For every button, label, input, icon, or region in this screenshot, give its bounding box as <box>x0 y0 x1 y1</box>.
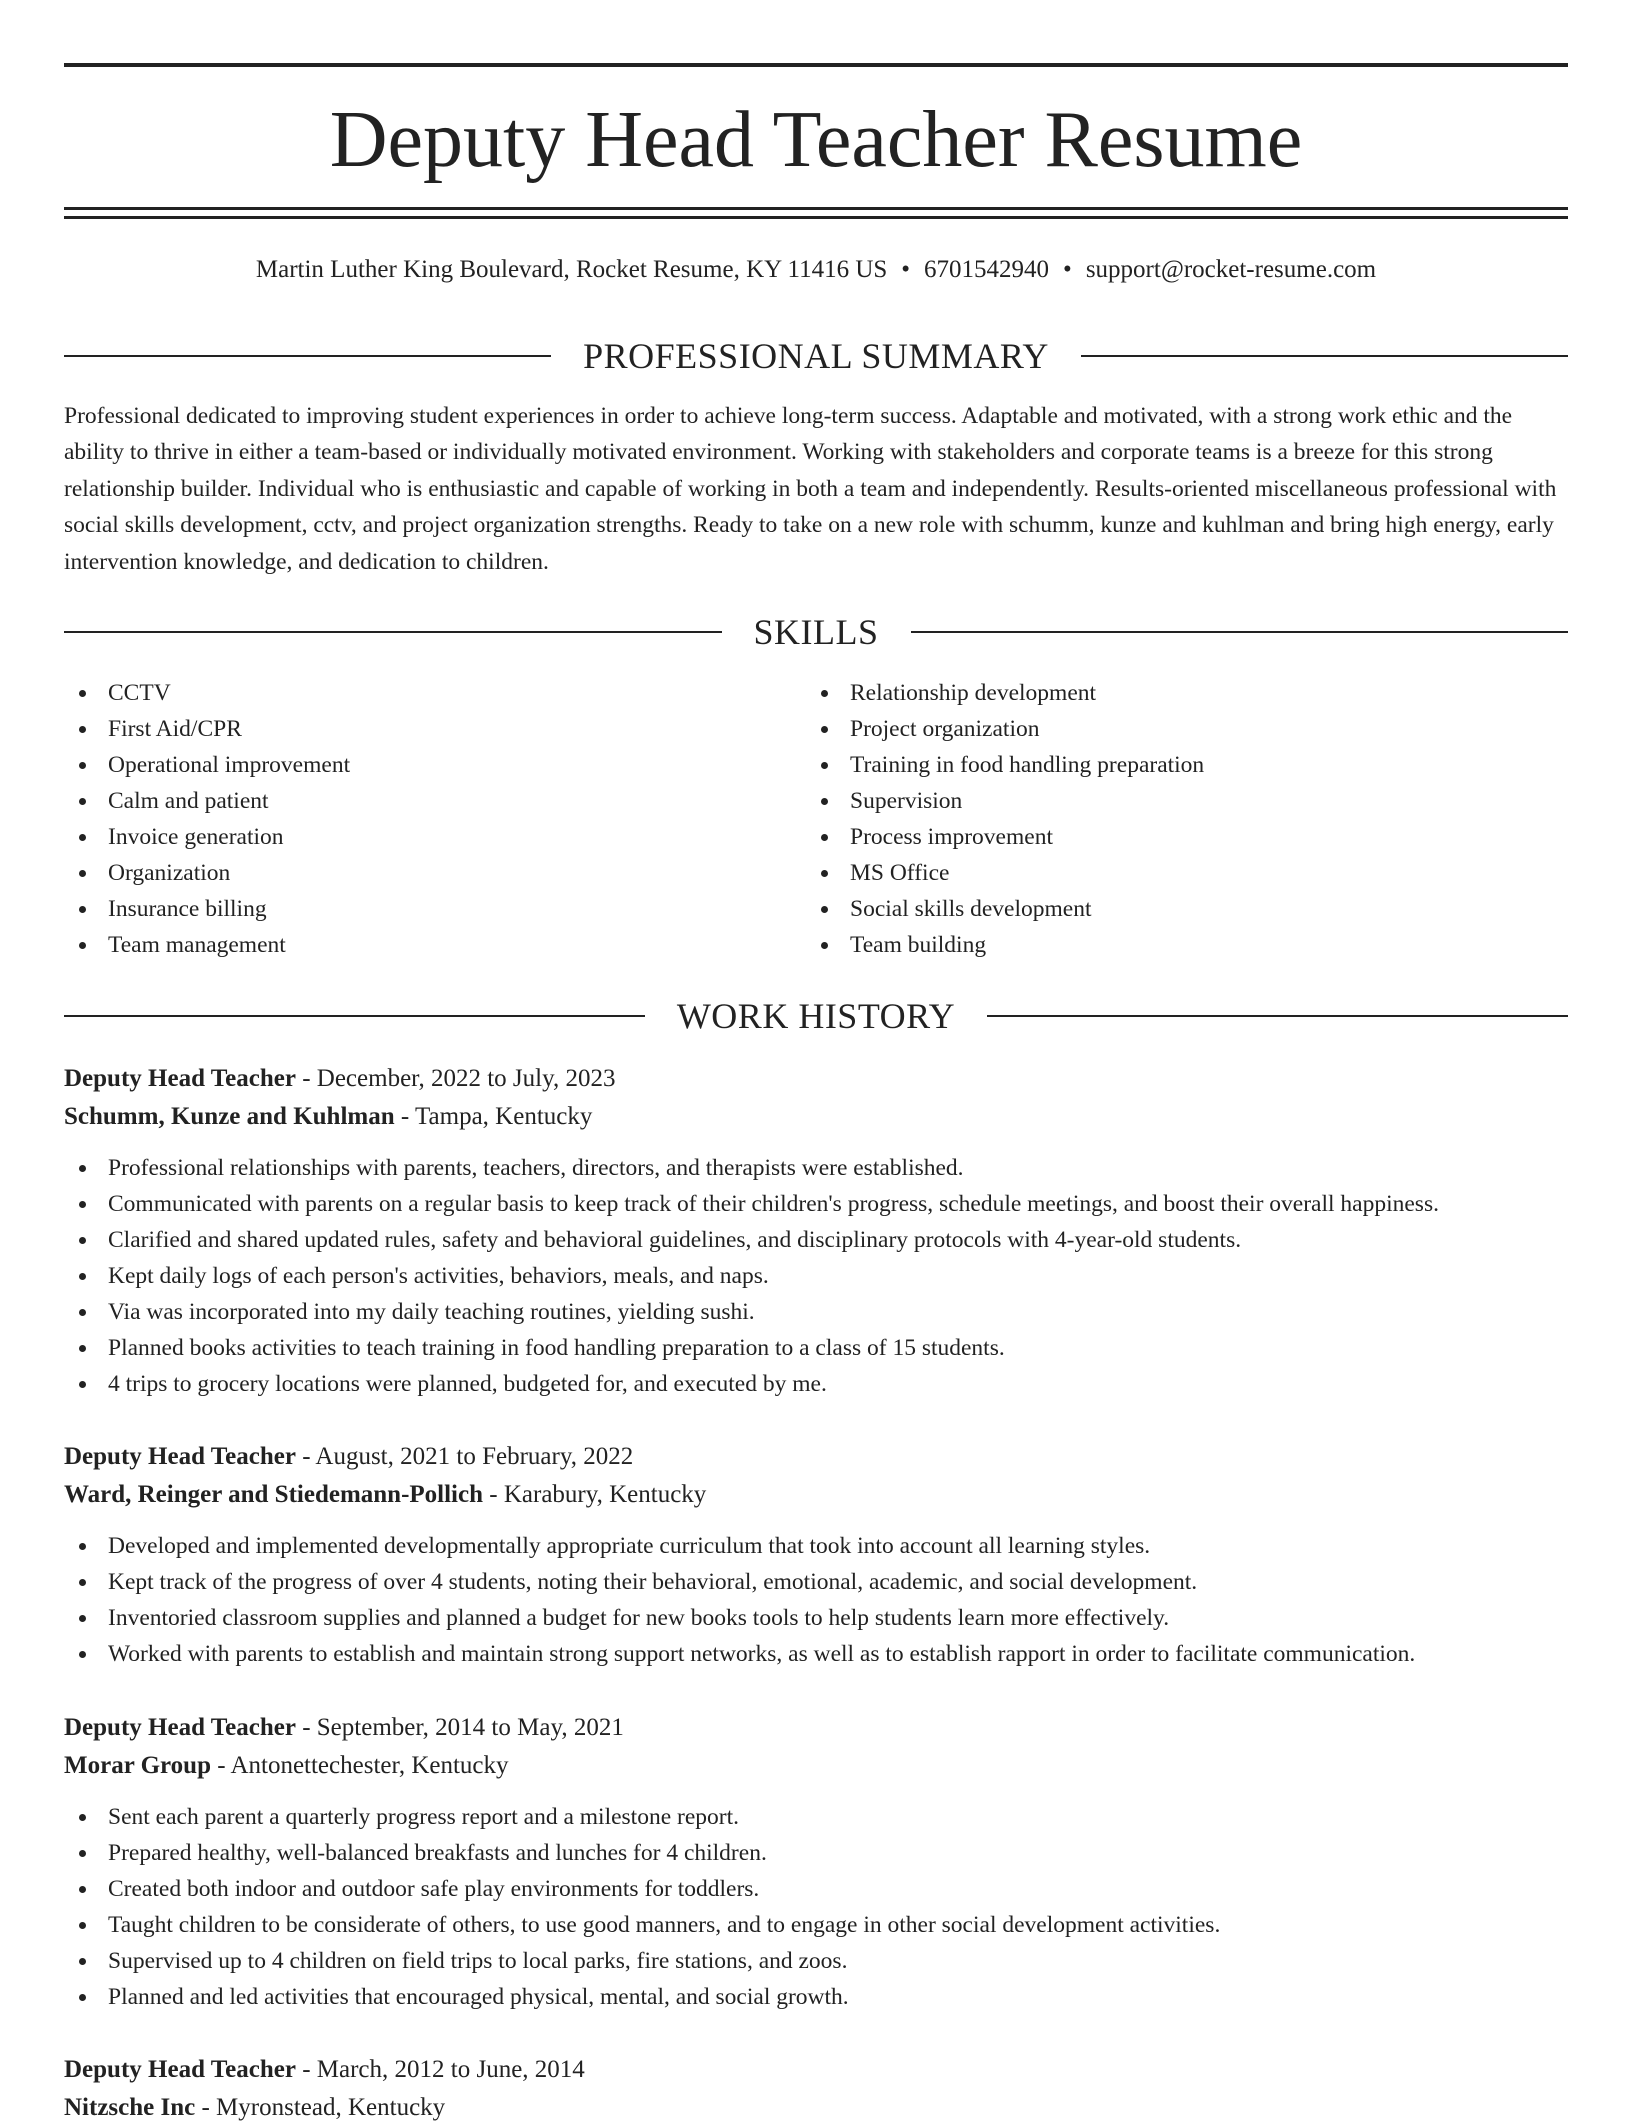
job-title-line <box>64 1709 1568 1747</box>
job-duty: Clarified and shared updated rules, safety and behavioral guidelines, and disciplinary protocols with 4-year-old students. <box>64 1222 1568 1258</box>
job-employer-line <box>64 1747 1568 1785</box>
skill-item: Process improvement <box>806 819 1548 855</box>
job-employer: Ward, Reinger and Stiedemann-Pollich <box>64 1481 484 1508</box>
job-employer-line <box>64 1098 1568 1136</box>
job-title-line <box>64 1060 1568 1098</box>
job-employer-line <box>64 2089 1568 2127</box>
work-heading <box>64 994 1568 1038</box>
contact-email: support@rocket-resume.com <box>1085 256 1377 283</box>
work-heading-label: WORK HISTORY <box>676 996 956 1036</box>
job-entry <box>64 1709 1568 2015</box>
heading-rule-right <box>911 631 1569 633</box>
heading-rule-right <box>987 1015 1568 1017</box>
title-double-rule-lower <box>64 216 1568 219</box>
job-title-line <box>64 1438 1568 1476</box>
skill-item: CCTV <box>64 675 806 711</box>
skill-item: Supervision <box>806 783 1548 819</box>
job-dates: - December, 2022 to July, 2023 <box>295 1065 616 1092</box>
job-duty: Kept track of the progress of over 4 students, noting their behavioral, emotional, academic, and social development. <box>64 1564 1568 1600</box>
skills-heading <box>64 610 1568 654</box>
skill-item: Team management <box>64 927 806 963</box>
summary-heading <box>64 334 1568 378</box>
skill-item: Invoice generation <box>64 819 806 855</box>
heading-rule-left <box>64 355 551 357</box>
heading-rule-right <box>1081 355 1568 357</box>
job-duty: Kept daily logs of each person's activities, behaviors, meals, and naps. <box>64 1258 1568 1294</box>
job-duty: Taught children to be considerate of others, to use good manners, and to engage in other social development activities. <box>64 1907 1568 1943</box>
job-employer: Nitzsche Inc <box>64 2094 196 2121</box>
skills-column-left <box>64 675 806 963</box>
job-duty: Planned books activities to teach training in food handling preparation to a class of 15 students. <box>64 1330 1568 1366</box>
job-duty: Via was incorporated into my daily teaching routines, yielding sushi. <box>64 1294 1568 1330</box>
contact-separator: • <box>1063 256 1072 283</box>
job-title: Deputy Head Teacher <box>64 1714 296 1741</box>
skill-item: Project organization <box>806 711 1548 747</box>
contact-address: Martin Luther King Boulevard, Rocket Resume, KY 11416 US <box>255 256 888 283</box>
skill-item: First Aid/CPR <box>64 711 806 747</box>
skill-item: Relationship development <box>806 675 1548 711</box>
job-duty: Planned and led activities that encouraged physical, mental, and social growth. <box>64 1979 1568 2015</box>
job-employer: Morar Group <box>64 1752 211 1779</box>
contact-separator: • <box>901 256 911 283</box>
job-duty: 4 trips to grocery locations were planned, budgeted for, and executed by me. <box>64 1366 1568 1402</box>
skill-item: Operational improvement <box>64 747 806 783</box>
skills-column-right <box>806 675 1548 963</box>
contact-phone: 6701542940 <box>924 256 1050 283</box>
job-title-line <box>64 2051 1568 2089</box>
summary-text: Professional dedicated to improving student experiences in order to achieve long-term success. Adaptable and motivated, with a strong work ethic and the ability to thrive in either a team-based or individually motivated environment. Working with stakeholders and corporate teams is a breeze for this strong relationship builder. Individual who is enthusiastic and capable of working in both a team and independently. Results-oriented miscellaneous professional with social skills development, cctv, and project organization strengths. Ready to take on a new role with schumm, kunze and kuhlman and bring high energy, early intervention knowledge, and dedication to children. <box>64 403 1557 575</box>
job-duty: Prepared healthy, well-balanced breakfasts and lunches for 4 children. <box>64 1835 1568 1871</box>
job-duty: Communicated with parents on a regular basis to keep track of their children's progress, schedule meetings, and boost their overall happiness. <box>64 1186 1568 1222</box>
page-title: Deputy Head Teacher Resume <box>329 96 1303 184</box>
job-location: - Antonettechester, Kentucky <box>211 1752 509 1779</box>
job-duty: Sent each parent a quarterly progress report and a milestone report. <box>64 1799 1568 1835</box>
job-entry <box>64 2051 1568 2127</box>
job-duties <box>64 1528 1568 1672</box>
skills-heading-label: SKILLS <box>753 612 879 652</box>
job-location: - Karabury, Kentucky <box>483 1481 707 1508</box>
top-rule <box>64 63 1568 67</box>
job-location: - Myronstead, Kentucky <box>195 2094 446 2121</box>
job-employer-line <box>64 1476 1568 1514</box>
skills-list <box>64 675 1568 963</box>
job-entry <box>64 1060 1568 1402</box>
contact-line <box>64 252 1568 288</box>
job-duty: Created both indoor and outdoor safe play environments for toddlers. <box>64 1871 1568 1907</box>
job-duty: Worked with parents to establish and maintain strong support networks, as well as to establish rapport in order to facilitate communication. <box>64 1636 1568 1672</box>
skill-item: Insurance billing <box>64 891 806 927</box>
heading-rule-left <box>64 631 722 633</box>
skill-item: MS Office <box>806 855 1548 891</box>
heading-rule-left <box>64 1015 645 1017</box>
job-duty: Inventoried classroom supplies and planned a budget for new books tools to help students learn more effectively. <box>64 1600 1568 1636</box>
job-employer: Schumm, Kunze and Kuhlman <box>64 1103 395 1130</box>
job-duties <box>64 1150 1568 1402</box>
skill-item: Training in food handling preparation <box>806 747 1548 783</box>
job-title: Deputy Head Teacher <box>64 2056 296 2083</box>
job-duty: Professional relationships with parents, teachers, directors, and therapists were established. <box>64 1150 1568 1186</box>
skill-item: Team building <box>806 927 1548 963</box>
job-location: - Tampa, Kentucky <box>394 1103 593 1130</box>
job-title: Deputy Head Teacher <box>64 1065 296 1092</box>
job-dates: - August, 2021 to February, 2022 <box>295 1443 634 1470</box>
job-duties <box>64 1799 1568 2015</box>
job-entry <box>64 1438 1568 1672</box>
job-dates: - March, 2012 to June, 2014 <box>295 2056 585 2083</box>
job-duty: Supervised up to 4 children on field trips to local parks, fire stations, and zoos. <box>64 1943 1568 1979</box>
job-title: Deputy Head Teacher <box>64 1443 296 1470</box>
summary-heading-label: PROFESSIONAL SUMMARY <box>583 336 1049 376</box>
title-double-rule-upper <box>64 207 1568 210</box>
skill-item: Social skills development <box>806 891 1548 927</box>
job-duty: Developed and implemented developmentally appropriate curriculum that took into account all learning styles. <box>64 1528 1568 1564</box>
skill-item: Organization <box>64 855 806 891</box>
job-dates: - September, 2014 to May, 2021 <box>295 1714 624 1741</box>
skill-item: Calm and patient <box>64 783 806 819</box>
